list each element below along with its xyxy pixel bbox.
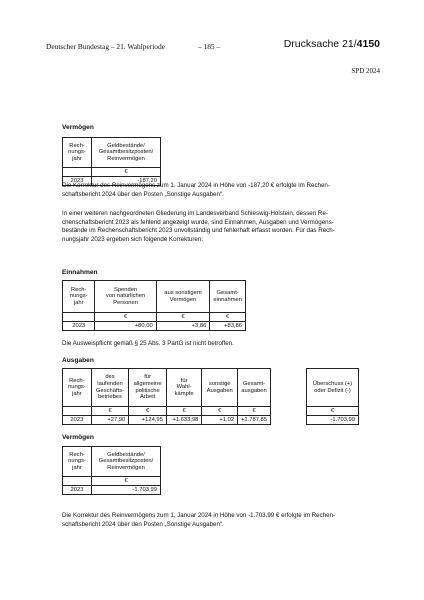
expenses-value-total: +1.787,85 [238,416,271,425]
year-cell: 2023 [63,416,92,425]
unit-cell: € [307,407,359,416]
surplus-value: -1.703,99 [307,416,359,425]
page-number: – 185 – [198,42,221,51]
expenses-value-operations: +27,90 [91,416,129,425]
unit-cell: € [210,313,246,322]
unit-empty [63,168,92,177]
expenses-header-campaigns: für Wahl- kämpfe [166,369,202,407]
unit-cell: € [91,407,129,416]
expenses-header-year: Rech- nungs- jahr [63,369,92,407]
value-cell: -1.703,99 [92,486,161,495]
header-fiscal-year: Rech- nungs- jahr [63,138,92,168]
expenses-value-other: +1,02 [202,416,238,425]
assets-table-2 [62,446,161,495]
assets-table-1 [62,137,161,186]
header-net-assets: Geldbestände/ Gesamtbesitzposten/ Reinvermögen [92,138,161,168]
income-header-donations: Spenden von natürlichen Personen [95,281,156,313]
unit-empty [63,477,92,486]
unit-cell: € [92,168,161,177]
section-heading-assets-1: Vermögen [62,124,94,131]
header-fiscal-year: Rech- nungs- jahr [63,447,92,477]
header-net-assets: Geldbestände/ Gesamtbesitzposten/ Reinvermögen [92,447,161,477]
expenses-table [62,368,271,425]
section-heading-expenses: Ausgaben [62,357,94,364]
expenses-value-campaigns: +1.633,98 [166,416,202,425]
unit-cell: € [166,407,202,416]
expenses-header-total: Gesamt- ausgaben [238,369,271,407]
income-header-other-assets: aus sonstigem Vermögen [156,281,210,313]
unit-cell: € [92,477,161,486]
paragraph-correction-2: Die Korrektur des Reinvermögens zum 1. Januar 2024 in Höhe von -1.703,99 € erfolgte im Rechen- schaftsbericht 2024 über den Posten „Sonstige Ausgaben“. [62,512,336,528]
doc-number-bold: 4150 [356,38,380,50]
value-cell: -187,20 [92,177,161,186]
document-number [284,38,380,50]
unit-cell: € [95,313,156,322]
expenses-value-political-work: +124,95 [129,416,167,425]
paragraph-disclosure: Die Ausweispflicht gemäß § 25 Abs. 3 PartG ist nicht betroffen. [62,340,234,347]
unit-cell: € [129,407,167,416]
paragraph-correction-1: Die Korrektur des Reinvermögens zum 1. Januar 2024 in Höhe von -187,20 € erfolgte im Rechen- schaftsbericht 2024 über den Posten „Sonstige Ausgaben“. [62,182,330,198]
income-table [62,280,246,331]
income-header-total: Gesamt- einnahmen [210,281,246,313]
income-header-year: Rech- nungs- jahr [63,281,95,313]
surplus-table [306,368,359,425]
unit-empty [63,407,92,416]
surplus-header: Überschuss (+) oder Defizit (-) [307,369,359,407]
running-header-left: Deutscher Bundestag – 21. Wahlperiode [46,42,165,51]
doc-label: Drucksache 21/ [283,38,357,50]
party-label: SPD 2024 [351,67,380,75]
section-heading-income: Einnahmen [62,269,98,276]
paragraph-schleswig-holstein: In einer weiteren nachgeordneten Gliederung im Landesverband Schleswig-Holstein, dessen Re- chenschaftsbericht 2023 als fehlend angezeigt wurde, sind Einnahmen, Ausgaben und Vermögens- bestände im Rechenschaftsbericht 2023 unvollständig und fehlerhaft erfasst worden. Für das Rech- nungsjahr 2023 ergeben sich folgende Korrekturen: [62,210,335,243]
expenses-header-other: sonstige Ausgaben [202,369,238,407]
year-cell: 2023 [63,177,92,186]
income-value-total: +83,86 [210,322,246,331]
unit-cell: € [202,407,238,416]
unit-cell: € [156,313,210,322]
expenses-header-political-work: für allgemeine politische Arbeit [129,369,167,407]
year-cell: 2023 [63,486,92,495]
year-cell: 2023 [63,322,95,331]
income-value-donations: +80,00 [95,322,156,331]
income-value-other-assets: +3,86 [156,322,210,331]
section-heading-assets-2: Vermögen [62,434,94,441]
unit-empty [63,313,95,322]
unit-cell: € [238,407,271,416]
expenses-header-operations: des laufenden Geschäfts- betriebes [91,369,129,407]
